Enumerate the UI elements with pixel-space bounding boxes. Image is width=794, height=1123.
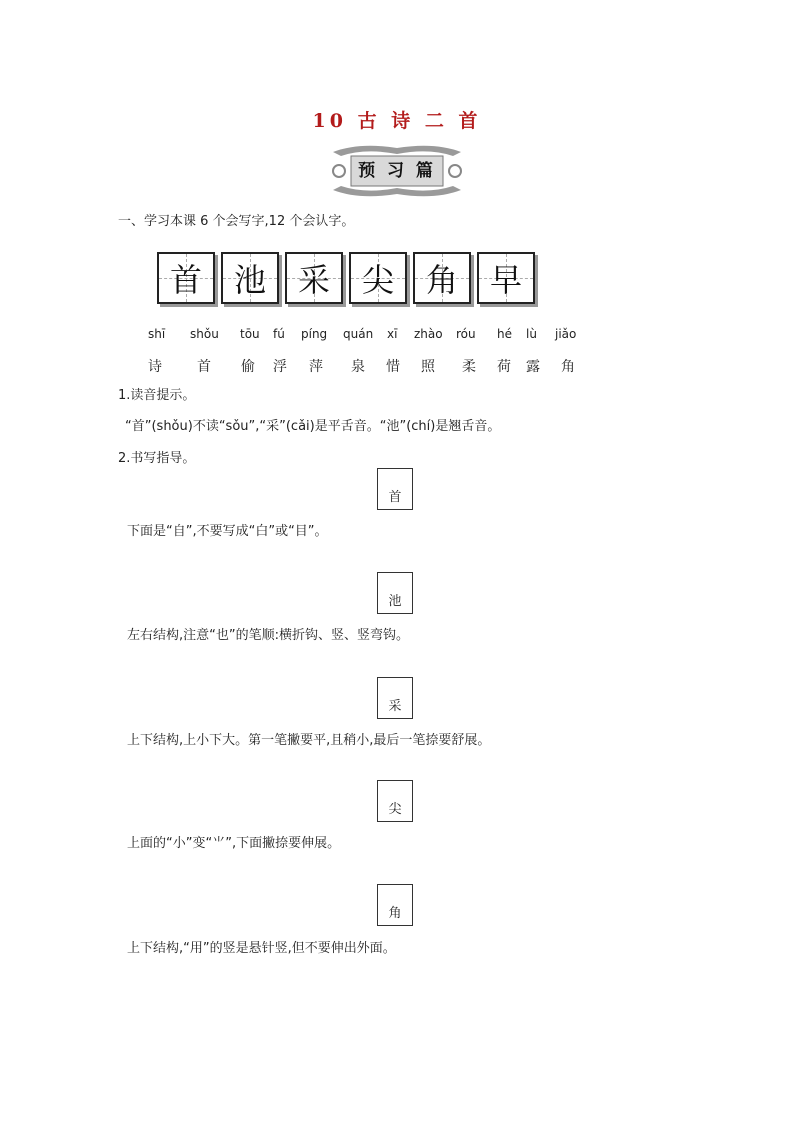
question-1: 一、学习本课 6 个会写字,12 个会认字。 <box>118 214 355 229</box>
tip-1-heading: 1.读音提示。 <box>118 388 196 403</box>
write-char-box: 采 <box>285 252 343 304</box>
pinyin: shǒu <box>190 327 219 341</box>
read-char: 泉 <box>351 359 365 375</box>
write-char-box: 尖 <box>349 252 407 304</box>
lesson-title: 10 古 诗 二 首 <box>312 110 482 132</box>
read-char: 荷 <box>497 359 511 375</box>
write-char-grid <box>157 252 541 304</box>
guide-text: 上下结构,上小下大。第一笔撇要平,且稍小,最后一笔捺要舒展。 <box>127 733 491 748</box>
guide-char-box: 池 <box>377 572 413 614</box>
read-char: 照 <box>421 359 435 375</box>
read-char: 惜 <box>386 359 400 375</box>
guide-char-box: 首 <box>377 468 413 510</box>
read-char: 偷 <box>241 359 255 375</box>
guide-char-box: 尖 <box>377 780 413 822</box>
pinyin: xī <box>387 327 398 341</box>
pinyin: quán <box>343 327 374 341</box>
guide-text: 左右结构,注意“也”的笔顺:横折钩、竖、竖弯钩。 <box>127 628 409 643</box>
write-char-box: 池 <box>221 252 279 304</box>
read-char: 露 <box>526 359 540 375</box>
guide-text: 上下结构,“用”的竖是悬针竖,但不要伸出外面。 <box>127 941 396 956</box>
pinyin: píng <box>301 327 328 341</box>
pinyin: tōu <box>240 327 260 341</box>
read-char: 柔 <box>462 359 476 375</box>
pinyin: róu <box>456 327 476 341</box>
guide-text: 上面的“小”变“⺌”,下面撇捺要伸展。 <box>127 836 341 851</box>
pinyin: hé <box>497 327 512 341</box>
tip-2-heading: 2.书写指导。 <box>118 451 196 466</box>
read-char: 诗 <box>148 359 162 375</box>
guide-text: 下面是“自”,不要写成“白”或“目”。 <box>127 524 328 539</box>
write-char-box: 早 <box>477 252 535 304</box>
guide-char-box: 角 <box>377 884 413 926</box>
pinyin: shī <box>148 327 166 341</box>
read-char: 角 <box>561 359 575 375</box>
tip-1-text: “首”(shǒu)不读“sǒu”,“采”(cǎi)是平舌音。“池”(chí)是翘舌音。 <box>125 419 501 434</box>
write-char-box: 首 <box>157 252 215 304</box>
pinyin: jiǎo <box>555 327 577 341</box>
read-char: 首 <box>197 359 211 375</box>
section-banner: 预 习 篇 <box>358 161 436 181</box>
guide-char-box: 采 <box>377 677 413 719</box>
read-char: 浮 <box>273 359 287 375</box>
write-char-box: 角 <box>413 252 471 304</box>
pinyin: lù <box>526 327 537 341</box>
pinyin: zhào <box>414 327 443 341</box>
read-char: 萍 <box>309 359 323 375</box>
pinyin: fú <box>273 327 285 341</box>
